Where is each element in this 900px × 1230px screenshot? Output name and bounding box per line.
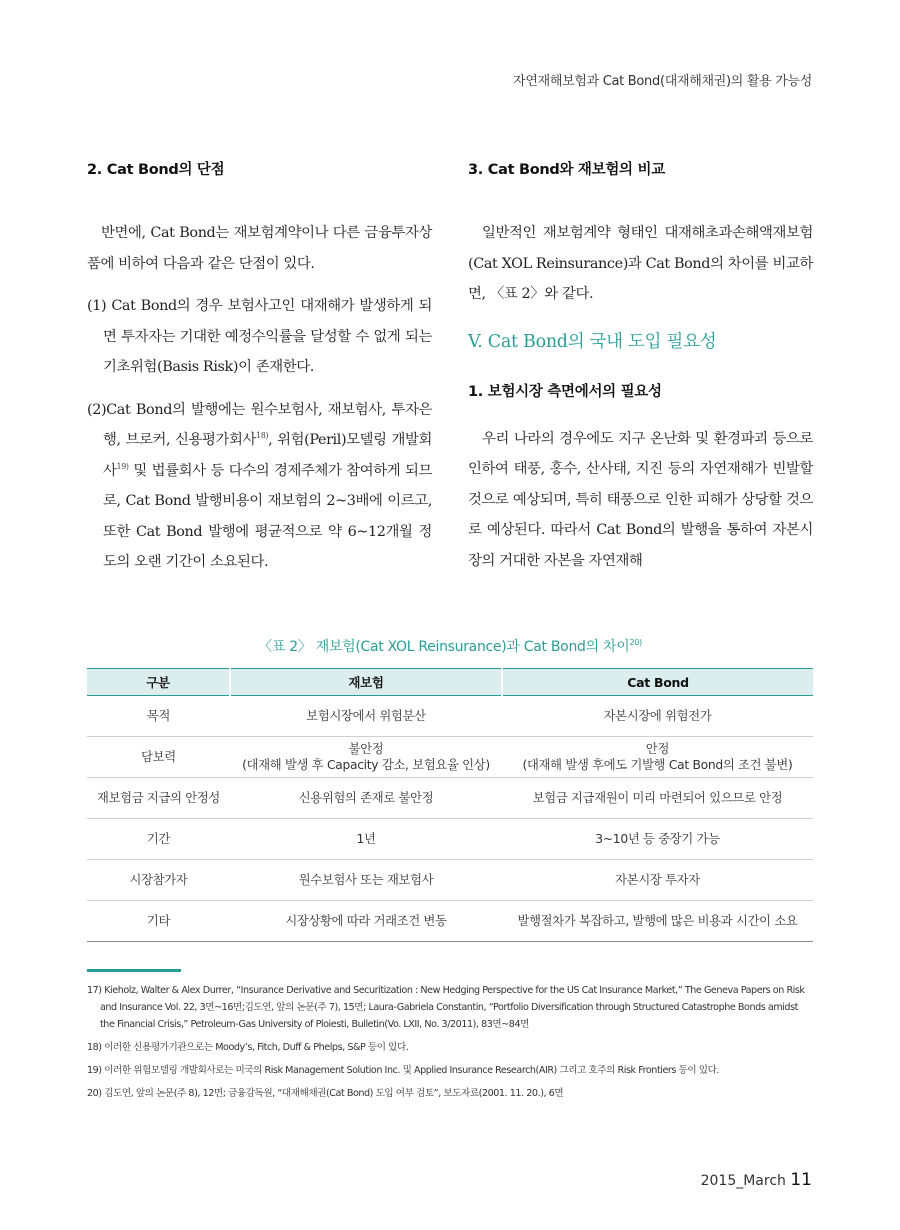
page-folio xyxy=(701,1170,812,1190)
running-header: 자연재해보험과 Cat Bond(대재해채권)의 활용 가능성 xyxy=(513,74,812,89)
comparison-table-block xyxy=(87,636,813,942)
disadvantage-item-2: (2)Cat Bond의 발행에는 원수보험사, 재보험사, 투자은행, 브로커, 신용평가회사$^{18)}$, 위험(Peril)모델링 개발회사$^{19)}$ 및 법률회사 등 다수의 경제주체가 참여하게 되므로, Cat Bond 발행비용이 재보험의 2~3배에 이르고, 또한 Cat Bond 발행에 평균적으로 약 6~12개월 정도의 오랜 기간이 소요된다. xyxy=(87,401,432,570)
subsection-heading-market-need: 1. 보험시장 측면에서의 필요성 xyxy=(468,383,662,400)
header-category: 구분 xyxy=(87,669,230,696)
cat-bond-cell: 자본시장에 위험전가 xyxy=(502,696,813,737)
row-label: 담보력 xyxy=(87,737,230,778)
footnote-ref-19[interactable]: 19) xyxy=(116,461,129,471)
reinsurance-cell: 원수보험사 또는 재보험사 xyxy=(230,860,502,901)
section-heading-disadvantages: 2. Cat Bond의 단점 xyxy=(87,162,225,178)
footnote-divider xyxy=(87,969,181,972)
comparison-intro: 일반적인 재보험계약 형태인 대재해초과손해액재보험(Cat XOL Reinsurance)과 Cat Bond의 차이를 비교하면, 〈표 2〉와 같다. xyxy=(468,225,813,302)
footnote-20: 20) 김도연, 앞의 논문(주 8), 12면; 금융감독원, “대재해채권(Cat Bond) 도입 여부 검토”, 보도자료(2001. 11. 20.), 6면 xyxy=(87,1088,564,1099)
left-column xyxy=(87,160,432,578)
reinsurance-cell: 불안정 (대재해 발생 후 Capacity 감소, 보험요율 인상) xyxy=(230,737,502,778)
row-label: 재보험금 지급의 안정성 xyxy=(87,778,230,819)
reinsurance-cell: 시장상황에 따라 거래조건 변동 xyxy=(230,901,502,942)
header-reinsurance: 재보험 xyxy=(230,669,502,696)
table-row xyxy=(87,696,813,737)
market-need-body: 우리 나라의 경우에도 지구 온난화 및 환경파괴 등으로 인하여 태풍, 홍수, 산사태, 지진 등의 자연재해가 빈발할 것으로 예상되며, 특히 태풍으로 인한 피해가 상당할 것으로 예상된다. 따라서 Cat Bond의 발행을 통하여 자본시장의 거대한 자본을 자연재해 xyxy=(468,430,813,569)
table-row xyxy=(87,901,813,942)
row-label: 시장참가자 xyxy=(87,860,230,901)
section-heading-comparison: 3. Cat Bond와 재보험의 비교 xyxy=(468,162,665,178)
row-label: 목적 xyxy=(87,696,230,737)
table-row xyxy=(87,778,813,819)
footnote-19: 19) 이러한 위험모델링 개발회사로는 미국의 Risk Management Solution Inc. 및 Applied Insurance Research(AIR) 그리고 호주의 Risk Frontiers 등이 있다. xyxy=(87,1065,720,1076)
disadvantages-intro: 반면에, Cat Bond는 재보험계약이나 다른 금융투자상품에 비하여 다음과 같은 단점이 있다. xyxy=(87,225,432,272)
row-label: 기타 xyxy=(87,901,230,942)
cat-bond-cell: 보험금 지급재원이 미리 마련되어 있으므로 안정 xyxy=(502,778,813,819)
table-row xyxy=(87,819,813,860)
footnote-18: 18) 이러한 신용평가기관으로는 Moody’s, Fitch, Duff & Phelps, S&P 등이 있다. xyxy=(87,1042,409,1053)
cat-bond-cell: 발행절차가 복잡하고, 발행에 많은 비용과 시간이 소요 xyxy=(502,901,813,942)
page-number: 11 xyxy=(790,1170,812,1190)
row-label: 기간 xyxy=(87,819,230,860)
cat-bond-cell: 자본시장 투자자 xyxy=(502,860,813,901)
reinsurance-cell: 1년 xyxy=(230,819,502,860)
footnote-ref-18[interactable]: 18) xyxy=(256,431,269,440)
reinsurance-cell: 보험시장에서 위험분산 xyxy=(230,696,502,737)
header-cat-bond: Cat Bond xyxy=(502,669,813,696)
footnote-17: 17) Kieholz, Walter & Alex Durrer, “Insurance Derivative and Securitization : New Hedging Perspective for the US Cat Insurance Market,” The Geneva Papers on Risk and Insurance Vol. 22, 3면~16면;김도연, 앞의 논문(주 7), 15면; Laura-Gabriela Constantin, “Portfolio Diversification through Structured Catastrophe Bonds amidst the Financial Crisis,” Petroleum-Gas University of Ploiesti, Bulletin(Vo. LXII, No. 3/2011), 83면~84면 xyxy=(87,985,805,1030)
table-caption: 〈표 2〉 재보험(Cat XOL Reinsurance)과 Cat Bond의 차이$^{20)}$ xyxy=(258,638,642,655)
cat-bond-cell: 안정 (대재해 발생 후에도 기발행 Cat Bond의 조건 불변) xyxy=(502,737,813,778)
cat-bond-cell: 3~10년 등 중장기 가능 xyxy=(502,819,813,860)
footnotes xyxy=(87,982,813,1108)
table-row xyxy=(87,860,813,901)
disadvantage-item-1: (1) Cat Bond의 경우 보험사고인 대재해가 발생하게 되면 투자자는 기대한 예정수익률을 달성할 수 없게 되는 기초위험(Basis Risk)이 존재한다. xyxy=(87,298,432,375)
table-row xyxy=(87,737,813,778)
reinsurance-cell: 신용위험의 존재로 불안정 xyxy=(230,778,502,819)
table-header-row xyxy=(87,669,813,696)
issue-label: 2015_March xyxy=(700,1173,786,1189)
comparison-table xyxy=(87,668,813,942)
footnote-ref-20[interactable]: 20) xyxy=(629,638,642,647)
chapter-title: V. Cat Bond의 국내 도입 필요성 xyxy=(468,331,717,352)
right-column xyxy=(468,160,813,576)
